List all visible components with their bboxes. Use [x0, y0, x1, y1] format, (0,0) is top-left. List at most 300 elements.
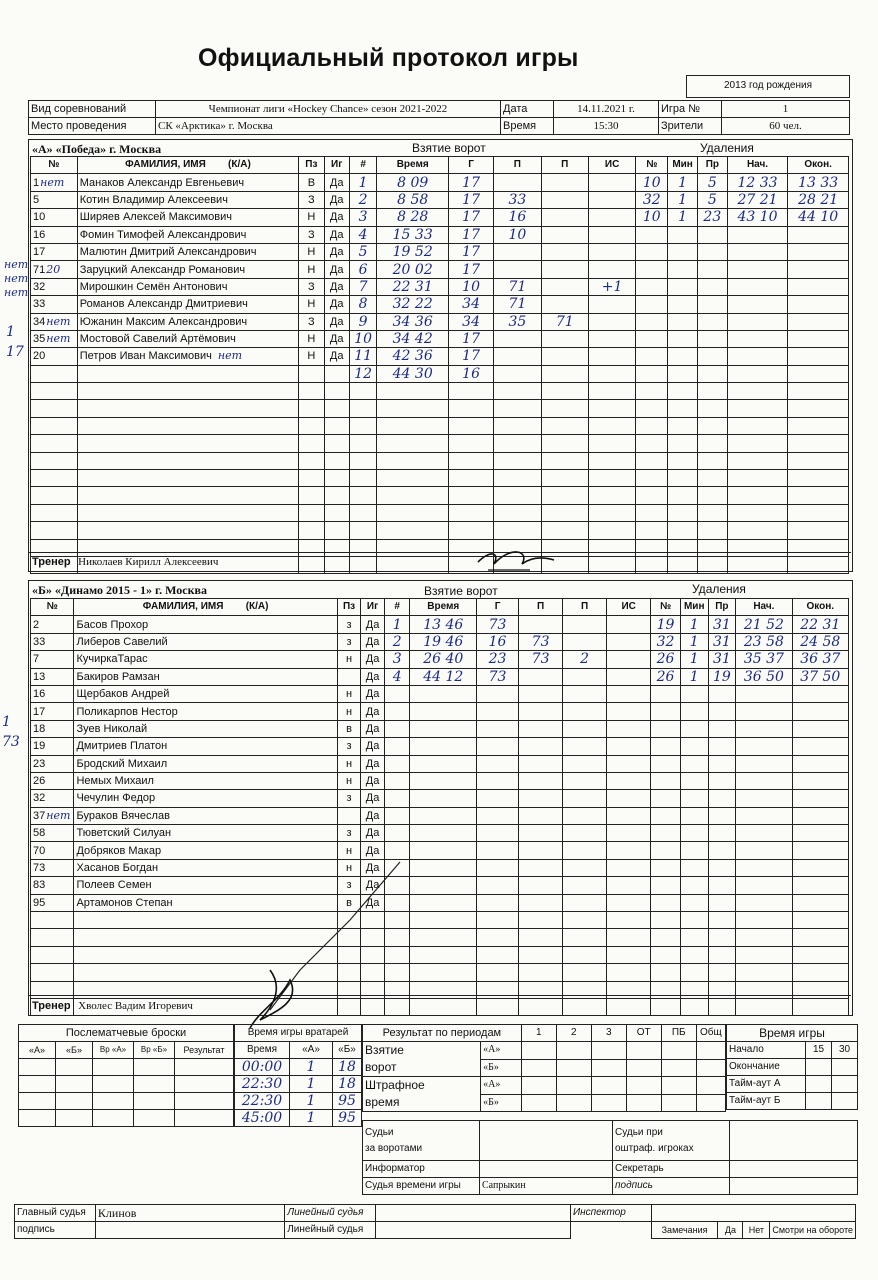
penalty-reason	[697, 330, 727, 347]
goal-scorer: 73	[477, 668, 519, 685]
player-position	[299, 470, 324, 487]
goal-scorer	[477, 842, 519, 859]
goal-time	[410, 755, 477, 772]
penalty-reason	[697, 435, 727, 452]
goal-number	[384, 685, 410, 702]
penalty-number	[636, 365, 668, 382]
goal-time	[377, 243, 449, 260]
goal-number: 4	[349, 226, 377, 243]
penalty-reason	[697, 487, 727, 504]
player-position: з	[337, 738, 361, 755]
penalty-number	[636, 452, 668, 469]
penalty-reason: 31	[708, 616, 736, 633]
goal-assist-2	[541, 504, 588, 521]
goal-situation	[607, 877, 651, 894]
goal-assist-1	[494, 174, 541, 191]
penalty-number	[636, 539, 668, 556]
penalty-end	[788, 174, 849, 191]
goal-situation	[607, 807, 651, 824]
roster-row	[31, 522, 849, 539]
penalty-number	[651, 894, 681, 911]
col-pen-min: Мин	[668, 157, 698, 174]
penalty-end	[792, 842, 848, 859]
player-position: Н	[299, 243, 324, 260]
end-label: Окончание	[727, 1059, 806, 1076]
goal-scorer	[477, 894, 519, 911]
player-name-value: Добряков Макар	[76, 844, 162, 857]
start-label: Начало	[727, 1042, 806, 1059]
col-pen-reason: Пр	[697, 157, 727, 174]
penalty-start	[727, 400, 788, 417]
player-position: з	[337, 633, 361, 650]
goal-situation	[607, 842, 651, 859]
player-name-value: Чечулин Федор	[76, 792, 156, 805]
player-name-value: Бураков Вячеслав	[76, 809, 170, 822]
col-goal-scorer: Г	[477, 599, 519, 616]
penalty-end	[792, 807, 848, 824]
goal-situation	[607, 894, 651, 911]
penalty-start	[727, 330, 788, 347]
penalty-end	[792, 877, 848, 894]
team-b-coach-line	[28, 995, 851, 996]
penalty-start	[727, 539, 788, 556]
penalty-end	[788, 278, 849, 295]
penalty-number	[651, 877, 681, 894]
player-position: в	[337, 720, 361, 737]
birth-year-label: год рождения	[749, 80, 813, 91]
goal-number	[384, 825, 410, 842]
timekeeper-name: Сапрыкин	[480, 1178, 613, 1195]
player-position	[299, 400, 324, 417]
penalty-end	[788, 417, 849, 434]
player-name	[74, 825, 337, 842]
goal-scorer	[477, 859, 519, 876]
goal-assist-2	[563, 894, 607, 911]
penalty-minutes	[668, 261, 698, 278]
penalty-end	[792, 651, 848, 668]
penalty-start-min: 35	[743, 651, 762, 668]
roster-row	[31, 365, 849, 382]
goal-assist-1: 71	[494, 278, 541, 295]
officials-table	[362, 1120, 858, 1195]
penalty-minutes	[680, 964, 708, 981]
penalty-number	[651, 738, 681, 755]
player-played	[324, 417, 349, 434]
penalty-number	[636, 278, 668, 295]
player-position: В	[299, 174, 324, 191]
penalty-start-sec: 37	[766, 651, 784, 668]
time: 15:30	[554, 118, 659, 135]
goal-assist-2	[563, 912, 607, 929]
player-name-value: Заруцкий Александр Романович	[79, 263, 246, 276]
penalty-number	[651, 929, 681, 946]
penalty-end-sec: 58	[822, 633, 841, 650]
roster-row	[31, 348, 849, 365]
player-number	[31, 522, 78, 539]
goal-number: 9	[349, 313, 377, 330]
penalty-number	[636, 470, 668, 487]
penalty-reason	[697, 296, 727, 313]
penalty-end	[792, 720, 848, 737]
goal-time	[410, 964, 477, 981]
goal-scorer	[449, 487, 494, 504]
penalty-minutes	[668, 348, 698, 365]
player-position	[299, 487, 324, 504]
goal-assist-1	[519, 772, 563, 789]
penalty-number	[636, 243, 668, 260]
penalty-reason	[708, 877, 736, 894]
goal-situation	[607, 755, 651, 772]
penalty-number: 10	[636, 209, 668, 226]
goal-situation	[588, 261, 635, 278]
penalty-end-sec: 31	[822, 616, 841, 633]
date-label: Дата	[501, 101, 554, 118]
player-number	[31, 790, 74, 807]
player-position	[299, 556, 324, 573]
goal-seconds: 46	[445, 616, 464, 633]
team-b-coach: Тренер Хволес Вадим Игоревич	[32, 1000, 193, 1012]
player-number	[31, 348, 78, 365]
penalty-start	[736, 685, 792, 702]
player-played	[324, 522, 349, 539]
goal-minutes: 20	[392, 261, 411, 278]
penalty-number	[636, 504, 668, 521]
penalty-end-sec: 10	[820, 209, 839, 226]
goal-assist-2	[563, 842, 607, 859]
penalty-reason	[708, 912, 736, 929]
goal-assist-2	[541, 383, 588, 400]
goal-assist-1	[494, 243, 541, 260]
goalkeeper-time-title: Время игры вратарей	[235, 1025, 362, 1042]
player-position: Н	[299, 348, 324, 365]
penalty-end	[792, 668, 848, 685]
player-position: н	[337, 772, 361, 789]
penalty-number	[651, 946, 681, 963]
player-number	[31, 313, 78, 330]
penalty-end	[792, 946, 848, 963]
col-goal-time: Время	[410, 599, 477, 616]
player-name	[77, 487, 298, 504]
goal-scorer	[449, 470, 494, 487]
goal-minutes: 13	[423, 616, 442, 633]
penalty-end	[792, 755, 848, 772]
goal-assist-1: 71	[494, 296, 541, 313]
goal-assist-2	[541, 417, 588, 434]
goal-time	[410, 651, 477, 668]
goal-minutes: 44	[423, 668, 442, 685]
team-a-coach-line	[28, 552, 851, 553]
goal-number	[349, 452, 377, 469]
player-number	[31, 487, 78, 504]
player-position: н	[337, 842, 361, 859]
penalty-reason	[697, 365, 727, 382]
player-name	[77, 400, 298, 417]
penalty-start	[736, 616, 792, 633]
goal-number	[349, 522, 377, 539]
player-played: Да	[324, 209, 349, 226]
penalty-end-min: 37	[800, 668, 819, 685]
start-minutes: 30	[832, 1042, 858, 1059]
goal-assist-2	[563, 703, 607, 720]
player-position	[299, 522, 324, 539]
goal-assist-2	[563, 616, 607, 633]
player-number-value: 70	[33, 844, 46, 857]
goal-minutes: 19	[423, 633, 442, 650]
player-name	[77, 330, 298, 347]
player-number-value: 37	[33, 809, 46, 822]
player-name-value: Хасанов Богдан	[76, 862, 159, 875]
goal-situation	[588, 452, 635, 469]
player-played: Да	[361, 668, 385, 685]
col-play: Иг	[324, 157, 349, 174]
header-table	[28, 100, 850, 135]
period-3: 3	[591, 1025, 626, 1042]
period-pb: ПБ	[661, 1025, 696, 1042]
shootout-col-time-a: Вр «А»	[93, 1042, 134, 1059]
penalty-minutes	[680, 929, 708, 946]
goal-scorer	[449, 400, 494, 417]
penalty-number	[636, 556, 668, 573]
goal-seconds: 30	[414, 365, 433, 382]
goal-time	[377, 278, 449, 295]
goal-assist-1	[494, 400, 541, 417]
col-goal-scorer: Г	[449, 157, 494, 174]
player-name	[77, 226, 298, 243]
player-number	[31, 738, 74, 755]
goal-number	[349, 435, 377, 452]
goal-time	[410, 668, 477, 685]
goal-situation	[607, 912, 651, 929]
goal-situation	[588, 296, 635, 313]
penalty-minutes	[668, 470, 698, 487]
player-played: Да	[361, 772, 385, 789]
goal-situation	[607, 633, 651, 650]
player-note: нет	[46, 314, 71, 328]
penalty-start	[736, 912, 792, 929]
time-label: Время	[501, 118, 554, 135]
penalty-reason	[697, 504, 727, 521]
inspector-label: Инспектор	[570, 1205, 651, 1222]
goal-assist-2	[541, 278, 588, 295]
player-number-value: 26	[33, 775, 46, 788]
player-played: Да	[324, 261, 349, 278]
player-position	[299, 504, 324, 521]
goal-assist-2	[563, 964, 607, 981]
goal-scorer	[449, 452, 494, 469]
goal-assist-1	[494, 261, 541, 278]
col-name: ФАМИЛИЯ, ИМЯ (К/А)	[74, 599, 337, 616]
goal-assist-1: 73	[519, 651, 563, 668]
penalty-start	[736, 755, 792, 772]
penalty-end	[792, 772, 848, 789]
goal-number: 1	[384, 616, 410, 633]
player-number	[31, 174, 78, 191]
goal-assist-2	[541, 435, 588, 452]
game-number: 1	[722, 101, 850, 118]
player-name	[77, 435, 298, 452]
player-number	[31, 703, 74, 720]
goal-scorer: 10	[449, 278, 494, 295]
goal-assist-1	[519, 685, 563, 702]
penalty-minutes	[680, 912, 708, 929]
player-number-value: 95	[33, 896, 46, 909]
col-pen-end: Окон.	[788, 157, 849, 174]
penalty-minutes	[680, 807, 708, 824]
goal-time	[410, 998, 477, 1015]
goal-assist-1	[519, 790, 563, 807]
goal-number	[384, 807, 410, 824]
goal-assist-1	[519, 825, 563, 842]
goalkeeper-time-table	[234, 1024, 362, 1127]
player-name	[74, 616, 337, 633]
goal-minutes: 8	[397, 191, 407, 208]
goal-scorer	[477, 685, 519, 702]
penalty-start	[727, 470, 788, 487]
goal-assist-1	[494, 470, 541, 487]
penalty-number	[651, 755, 681, 772]
player-name-value: Мирошкин Семён Антонович	[79, 280, 228, 293]
player-name	[74, 651, 337, 668]
player-name	[74, 772, 337, 789]
gk-time: 22:30	[235, 1093, 290, 1110]
goal-number: 8	[349, 296, 377, 313]
player-name-value: Петров Иван Максимович	[79, 350, 212, 363]
gk-team-a: 1	[290, 1076, 333, 1093]
goal-scorer: 17	[449, 243, 494, 260]
goal-seconds: 12	[445, 668, 464, 685]
penalty-start	[727, 261, 788, 278]
goal-assist-1	[519, 668, 563, 685]
penalty-number	[636, 400, 668, 417]
player-name	[77, 452, 298, 469]
penalty-minutes: 1	[668, 191, 698, 208]
goal-situation	[607, 738, 651, 755]
player-number	[31, 842, 74, 859]
penalty-start-min: 43	[737, 209, 756, 226]
player-name	[77, 313, 298, 330]
goal-assist-2	[541, 487, 588, 504]
goal-assist-1	[494, 504, 541, 521]
player-number-value: 71	[33, 263, 46, 276]
penalty-reason	[697, 278, 727, 295]
player-number-value: 18	[33, 722, 46, 735]
goal-situation	[588, 348, 635, 365]
col-goal-num: #	[384, 599, 410, 616]
player-name-value: Котин Владимир Алексеевич	[79, 193, 228, 206]
player-position: З	[299, 191, 324, 208]
player-name	[74, 790, 337, 807]
goal-scorer	[477, 738, 519, 755]
goal-scorer	[477, 720, 519, 737]
penalty-reason	[708, 755, 736, 772]
head-referee-sign-label: подпись	[15, 1222, 96, 1239]
goal-assist-2	[541, 452, 588, 469]
roster-row	[31, 825, 849, 842]
goal-minutes: 8	[397, 174, 407, 191]
player-played: Да	[361, 790, 385, 807]
goal-situation	[607, 685, 651, 702]
penalty-minutes	[668, 556, 698, 573]
penalty-end-sec: 21	[820, 191, 839, 208]
player-number-value: 20	[33, 350, 46, 363]
penalty-start	[736, 894, 792, 911]
col-goal-num: #	[349, 157, 377, 174]
penalty-start	[727, 365, 788, 382]
timeout-b-label: Тайм-аут Б	[727, 1093, 806, 1110]
goal-time	[377, 452, 449, 469]
penalty-number: 10	[636, 174, 668, 191]
goal-scorer: 17	[449, 348, 494, 365]
player-name-value: Ширяев Алексей Максимович	[79, 211, 232, 224]
player-number-value: 35	[33, 333, 46, 346]
player-position	[337, 807, 361, 824]
head-referee-label: Главный судья	[15, 1205, 96, 1222]
goal-situation	[588, 470, 635, 487]
penalty-end	[788, 400, 849, 417]
roster-row	[31, 859, 849, 876]
penalty-end	[788, 348, 849, 365]
roster-row	[31, 313, 849, 330]
player-name	[77, 296, 298, 313]
goal-time	[410, 877, 477, 894]
penalty-reason	[697, 470, 727, 487]
player-played: Да	[324, 313, 349, 330]
penalty-minutes	[680, 790, 708, 807]
player-name	[74, 720, 337, 737]
penalty-start	[727, 487, 788, 504]
penalty-minutes	[668, 487, 698, 504]
player-number-value: 16	[33, 228, 46, 241]
roster-row	[31, 738, 849, 755]
goal-number	[384, 738, 410, 755]
remarks-label: Замечания	[651, 1222, 718, 1239]
spectators-label: Зрители	[659, 118, 722, 135]
penalty-number	[636, 348, 668, 365]
penalty-reason	[697, 556, 727, 573]
bottom-section	[18, 1024, 858, 1198]
competition: Чемпионат лиги «Hockey Chance» сезон 2021-2022	[156, 101, 501, 118]
penalty-start	[727, 452, 788, 469]
penalty-end	[792, 790, 848, 807]
roster-row	[31, 539, 849, 556]
player-played: Да	[324, 348, 349, 365]
goal-number	[349, 417, 377, 434]
goal-number	[349, 383, 377, 400]
goal-scorer	[477, 877, 519, 894]
penalty-minutes	[680, 842, 708, 859]
goal-situation	[607, 825, 651, 842]
goal-time	[410, 825, 477, 842]
goal-scorer	[449, 504, 494, 521]
goal-assist-1	[519, 755, 563, 772]
penalty-end	[788, 191, 849, 208]
penalty-start	[727, 209, 788, 226]
player-number-value: 34	[33, 315, 46, 328]
player-position: з	[337, 877, 361, 894]
goal-scorer	[477, 998, 519, 1015]
gk-team-b: 18	[333, 1059, 362, 1076]
player-name	[77, 417, 298, 434]
goal-seconds: 40	[445, 651, 464, 668]
player-name	[74, 842, 337, 859]
goal-situation	[588, 487, 635, 504]
roster-row	[31, 807, 849, 824]
penalty-start	[736, 877, 792, 894]
goal-scorer: 34	[449, 313, 494, 330]
player-number-value: 2	[33, 618, 40, 631]
col-pen-reason: Пр	[708, 599, 736, 616]
goal-situation	[588, 556, 635, 573]
